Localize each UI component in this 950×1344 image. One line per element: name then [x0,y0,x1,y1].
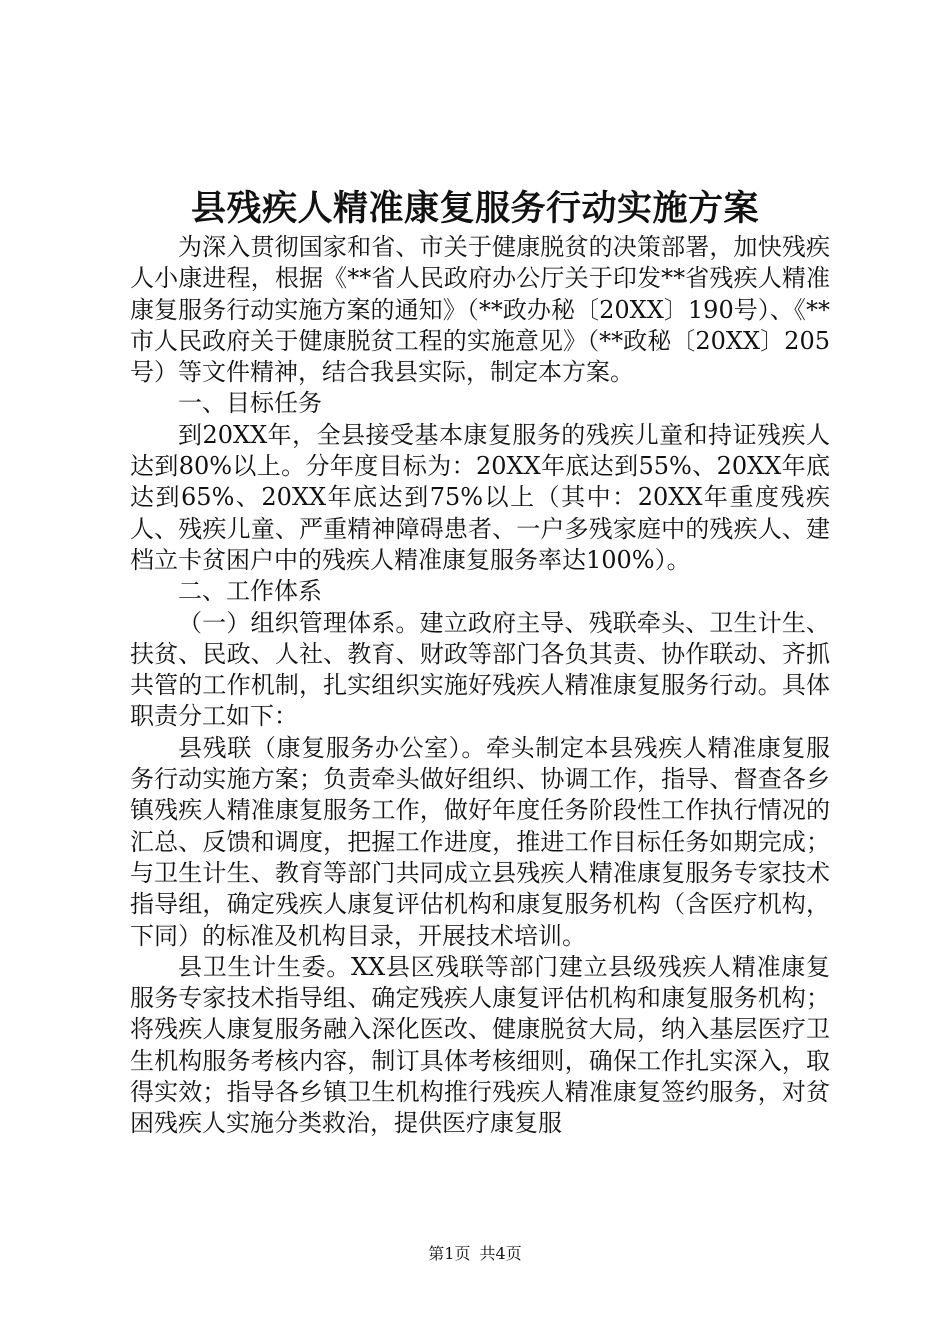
disabled-federation-paragraph: 县残联（康复服务办公室）。牵头制定本县残疾人精准康复服务行动实施方案；负责牵头做好组织、协调工作，指导、督查各乡镇残疾人精准康复服务工作，做好年度任务阶段性工作执行情况的汇总、反馈和调度，把握工作进度，推进工作目标任务如期完成；与卫生计生、教育等部门共同成立县残疾人精准康复服务专家技术指导组，确定残疾人康复评估机构和康复服务机构（含医疗机构，下同）的标准及机构目录，开展技术培训。 [130,733,830,950]
goals-paragraph: 到20XX年，全县接受基本康复服务的残疾儿童和持证残疾人达到80%以上。分年度目标为：20XX年底达到55%、20XX年底达到65%、20XX年底达到75%以上（其中：20XX年重度残疾人、残疾儿童、严重精神障碍患者、一户多残家庭中的残疾人、建档立卡贫困户中的残疾人精准康复服务率达100%）。 [130,420,830,574]
page-number: 第1页 [428,1244,471,1263]
health-commission-paragraph: 县卫生计生委。XX县区残联等部门建立县级残疾人精准康复服务专家技术指导组、确定残疾人康复评估机构和康复服务机构；将残疾人康复服务融入深化医改、健康脱贫大局，纳入基层医疗卫生机构服务考核内容，制订具体考核细则，确保工作扎实深入，取得实效；指导各乡镇卫生机构推行残疾人精准康复签约服务，对贫困残疾人实施分类救治，提供医疗康复服 [130,952,830,1138]
section-heading-goals: 一、目标任务 [178,389,322,418]
intro-paragraph: 为深入贯彻国家和省、市关于健康脱贫的决策部署，加快残疾人小康进程，根据《**省人民政府办公厅关于印发**省残疾人精准康复服务行动实施方案的通知》（**政办秘〔20XX〕190号）、《**市人民政府关于健康脱贫工程的实施意见》（**政秘〔20XX〕205号）等文件精神，结合我县实际，制定本方案。 [130,233,830,387]
section-heading-system: 二、工作体系 [178,577,322,606]
page-total: 共4页 [479,1244,522,1263]
page-footer [0,1243,950,1265]
organization-paragraph: （一）组织管理体系。建立政府主导、残联牵头、卫生计生、扶贫、民政、人社、教育、财政等部门各负其责、协作联动、齐抓共管的工作机制，扎实组织实施好残疾人精准康复服务行动。具体职责分工如下： [130,608,830,731]
document-body [130,232,830,1140]
document-title: 县残疾人精准康复服务行动实施方案 [190,188,759,229]
